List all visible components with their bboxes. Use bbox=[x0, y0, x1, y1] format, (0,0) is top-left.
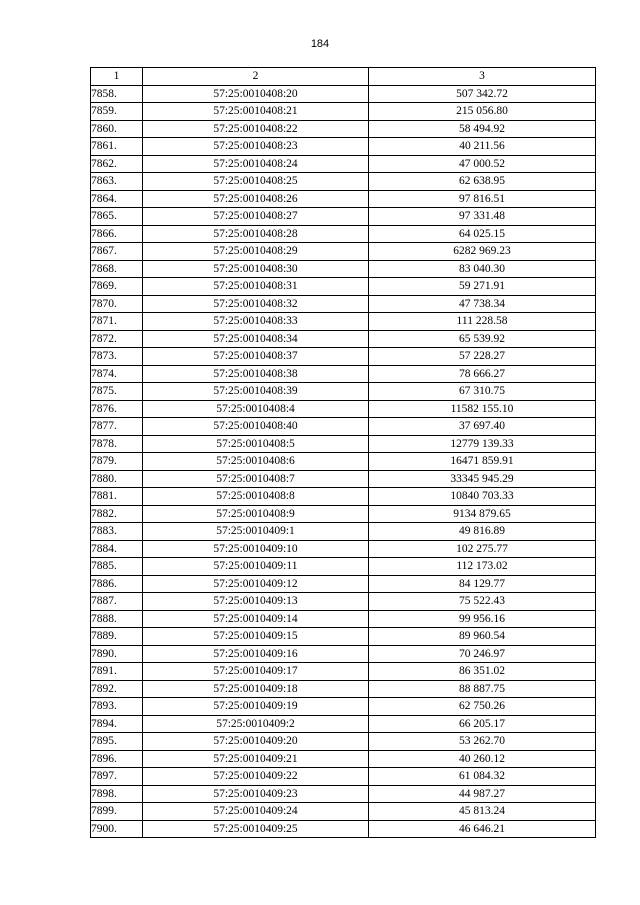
cadastral-number-cell: 57:25:0010408:29 bbox=[143, 243, 369, 261]
table-row bbox=[91, 628, 596, 646]
cadastral-number-cell: 57:25:0010408:21 bbox=[143, 103, 369, 121]
cadastral-value-cell: 40 211.56 bbox=[369, 138, 596, 156]
table-row bbox=[91, 803, 596, 821]
cadastral-number-cell: 57:25:0010409:13 bbox=[143, 593, 369, 611]
row-number-cell: 7893. bbox=[91, 698, 143, 716]
cadastral-value-cell: 9134 879.65 bbox=[369, 505, 596, 523]
cadastral-number-cell: 57:25:0010408:34 bbox=[143, 330, 369, 348]
row-number-cell: 7885. bbox=[91, 558, 143, 576]
cadastral-value-cell: 62 638.95 bbox=[369, 173, 596, 191]
cadastral-number-cell: 57:25:0010408:37 bbox=[143, 348, 369, 366]
table-row bbox=[91, 715, 596, 733]
cadastral-value-cell: 75 522.43 bbox=[369, 593, 596, 611]
cadastral-number-cell: 57:25:0010409:12 bbox=[143, 575, 369, 593]
cadastral-number-cell: 57:25:0010409:15 bbox=[143, 628, 369, 646]
cadastral-value-cell: 62 750.26 bbox=[369, 698, 596, 716]
table-row bbox=[91, 278, 596, 296]
row-number-cell: 7861. bbox=[91, 138, 143, 156]
table-row bbox=[91, 225, 596, 243]
table-row bbox=[91, 173, 596, 191]
table-row bbox=[91, 610, 596, 628]
table-row bbox=[91, 575, 596, 593]
row-number-cell: 7880. bbox=[91, 470, 143, 488]
row-number-cell: 7883. bbox=[91, 523, 143, 541]
cadastral-number-cell: 57:25:0010408:6 bbox=[143, 453, 369, 471]
cadastral-value-cell: 57 228.27 bbox=[369, 348, 596, 366]
table-body bbox=[91, 85, 596, 838]
row-number-cell: 7866. bbox=[91, 225, 143, 243]
cadastral-value-cell: 64 025.15 bbox=[369, 225, 596, 243]
table-row bbox=[91, 750, 596, 768]
table-row bbox=[91, 313, 596, 331]
row-number-cell: 7863. bbox=[91, 173, 143, 191]
row-number-cell: 7870. bbox=[91, 295, 143, 313]
cadastral-value-cell: 215 056.80 bbox=[369, 103, 596, 121]
table-row bbox=[91, 540, 596, 558]
row-number-cell: 7876. bbox=[91, 400, 143, 418]
cadastral-value-cell: 86 351.02 bbox=[369, 663, 596, 681]
row-number-cell: 7887. bbox=[91, 593, 143, 611]
row-number-cell: 7889. bbox=[91, 628, 143, 646]
cadastral-number-cell: 57:25:0010408:24 bbox=[143, 155, 369, 173]
cadastral-value-cell: 83 040.30 bbox=[369, 260, 596, 278]
table-row bbox=[91, 733, 596, 751]
row-number-cell: 7867. bbox=[91, 243, 143, 261]
table-row bbox=[91, 645, 596, 663]
row-number-cell: 7875. bbox=[91, 383, 143, 401]
cadastral-value-cell: 66 205.17 bbox=[369, 715, 596, 733]
row-number-cell: 7869. bbox=[91, 278, 143, 296]
row-number-cell: 7858. bbox=[91, 85, 143, 103]
table-row bbox=[91, 383, 596, 401]
cadastral-value-cell: 10840 703.33 bbox=[369, 488, 596, 506]
table-row bbox=[91, 505, 596, 523]
column-header-number: 1 bbox=[91, 68, 143, 86]
row-number-cell: 7882. bbox=[91, 505, 143, 523]
cadastral-number-cell: 57:25:0010408:27 bbox=[143, 208, 369, 226]
cadastral-value-cell: 49 816.89 bbox=[369, 523, 596, 541]
row-number-cell: 7892. bbox=[91, 680, 143, 698]
cadastral-value-cell: 37 697.40 bbox=[369, 418, 596, 436]
cadastral-value-cell: 89 960.54 bbox=[369, 628, 596, 646]
table-row bbox=[91, 593, 596, 611]
row-number-cell: 7879. bbox=[91, 453, 143, 471]
table-row bbox=[91, 155, 596, 173]
cadastral-number-cell: 57:25:0010408:40 bbox=[143, 418, 369, 436]
row-number-cell: 7873. bbox=[91, 348, 143, 366]
table-row bbox=[91, 470, 596, 488]
cadastral-number-cell: 57:25:0010408:23 bbox=[143, 138, 369, 156]
table-row bbox=[91, 400, 596, 418]
row-number-cell: 7886. bbox=[91, 575, 143, 593]
page-number: 184 bbox=[310, 38, 330, 50]
cadastral-number-cell: 57:25:0010409:14 bbox=[143, 610, 369, 628]
column-header-value: 3 bbox=[369, 68, 596, 86]
cadastral-value-cell: 46 646.21 bbox=[369, 820, 596, 838]
table-row bbox=[91, 663, 596, 681]
row-number-cell: 7890. bbox=[91, 645, 143, 663]
table-header-row bbox=[91, 68, 596, 86]
cadastral-number-cell: 57:25:0010409:23 bbox=[143, 785, 369, 803]
cadastral-value-cell: 507 342.72 bbox=[369, 85, 596, 103]
row-number-cell: 7874. bbox=[91, 365, 143, 383]
cadastral-value-cell: 44 987.27 bbox=[369, 785, 596, 803]
cadastral-number-cell: 57:25:0010409:16 bbox=[143, 645, 369, 663]
cadastral-value-cell: 97 816.51 bbox=[369, 190, 596, 208]
table-row bbox=[91, 453, 596, 471]
table-row bbox=[91, 85, 596, 103]
cadastral-value-cell: 112 173.02 bbox=[369, 558, 596, 576]
cadastral-value-cell: 111 228.58 bbox=[369, 313, 596, 331]
row-number-cell: 7864. bbox=[91, 190, 143, 208]
cadastral-value-cell: 102 275.77 bbox=[369, 540, 596, 558]
cadastral-number-cell: 57:25:0010408:8 bbox=[143, 488, 369, 506]
row-number-cell: 7862. bbox=[91, 155, 143, 173]
cadastral-value-cell: 59 271.91 bbox=[369, 278, 596, 296]
cadastral-number-cell: 57:25:0010409:1 bbox=[143, 523, 369, 541]
cadastral-value-cell: 16471 859.91 bbox=[369, 453, 596, 471]
table-row bbox=[91, 103, 596, 121]
row-number-cell: 7872. bbox=[91, 330, 143, 348]
row-number-cell: 7877. bbox=[91, 418, 143, 436]
table-row bbox=[91, 698, 596, 716]
cadastral-number-cell: 57:25:0010408:38 bbox=[143, 365, 369, 383]
row-number-cell: 7895. bbox=[91, 733, 143, 751]
table-row bbox=[91, 348, 596, 366]
cadastral-number-cell: 57:25:0010408:33 bbox=[143, 313, 369, 331]
row-number-cell: 7888. bbox=[91, 610, 143, 628]
table-row bbox=[91, 418, 596, 436]
table-row bbox=[91, 768, 596, 786]
cadastral-value-cell: 84 129.77 bbox=[369, 575, 596, 593]
cadastral-value-cell: 45 813.24 bbox=[369, 803, 596, 821]
cadastral-number-cell: 57:25:0010408:5 bbox=[143, 435, 369, 453]
cadastral-value-cell: 6282 969.23 bbox=[369, 243, 596, 261]
row-number-cell: 7871. bbox=[91, 313, 143, 331]
table-row bbox=[91, 558, 596, 576]
cadastral-number-cell: 57:25:0010409:18 bbox=[143, 680, 369, 698]
cadastral-number-cell: 57:25:0010408:4 bbox=[143, 400, 369, 418]
cadastral-number-cell: 57:25:0010408:25 bbox=[143, 173, 369, 191]
cadastral-value-cell: 70 246.97 bbox=[369, 645, 596, 663]
table-row bbox=[91, 138, 596, 156]
cadastral-number-cell: 57:25:0010409:10 bbox=[143, 540, 369, 558]
table-row bbox=[91, 208, 596, 226]
cadastral-number-cell: 57:25:0010408:30 bbox=[143, 260, 369, 278]
cadastral-number-cell: 57:25:0010408:9 bbox=[143, 505, 369, 523]
cadastral-number-cell: 57:25:0010409:20 bbox=[143, 733, 369, 751]
row-number-cell: 7898. bbox=[91, 785, 143, 803]
cadastral-value-cell: 47 738.34 bbox=[369, 295, 596, 313]
cadastral-number-cell: 57:25:0010408:26 bbox=[143, 190, 369, 208]
row-number-cell: 7894. bbox=[91, 715, 143, 733]
table-row bbox=[91, 330, 596, 348]
cadastral-number-cell: 57:25:0010408:22 bbox=[143, 120, 369, 138]
row-number-cell: 7860. bbox=[91, 120, 143, 138]
cadastral-number-cell: 57:25:0010409:17 bbox=[143, 663, 369, 681]
cadastral-value-cell: 88 887.75 bbox=[369, 680, 596, 698]
cadastral-value-cell: 67 310.75 bbox=[369, 383, 596, 401]
cadastral-number-cell: 57:25:0010408:7 bbox=[143, 470, 369, 488]
cadastral-value-cell: 97 331.48 bbox=[369, 208, 596, 226]
row-number-cell: 7859. bbox=[91, 103, 143, 121]
cadastral-number-cell: 57:25:0010409:21 bbox=[143, 750, 369, 768]
column-header-cadastral-number: 2 bbox=[143, 68, 369, 86]
cadastral-value-cell: 47 000.52 bbox=[369, 155, 596, 173]
cadastral-value-cell: 33345 945.29 bbox=[369, 470, 596, 488]
cadastral-value-cell: 61 084.32 bbox=[369, 768, 596, 786]
cadastral-value-cell: 11582 155.10 bbox=[369, 400, 596, 418]
cadastral-value-cell: 65 539.92 bbox=[369, 330, 596, 348]
row-number-cell: 7900. bbox=[91, 820, 143, 838]
row-number-cell: 7891. bbox=[91, 663, 143, 681]
cadastral-number-cell: 57:25:0010409:22 bbox=[143, 768, 369, 786]
cadastral-number-cell: 57:25:0010408:39 bbox=[143, 383, 369, 401]
row-number-cell: 7896. bbox=[91, 750, 143, 768]
table-row bbox=[91, 120, 596, 138]
cadastral-value-cell: 99 956.16 bbox=[369, 610, 596, 628]
cadastral-value-cell: 53 262.70 bbox=[369, 733, 596, 751]
table-row bbox=[91, 488, 596, 506]
row-number-cell: 7881. bbox=[91, 488, 143, 506]
row-number-cell: 7868. bbox=[91, 260, 143, 278]
table-row bbox=[91, 820, 596, 838]
cadastral-number-cell: 57:25:0010408:28 bbox=[143, 225, 369, 243]
cadastral-value-cell: 40 260.12 bbox=[369, 750, 596, 768]
table-row bbox=[91, 260, 596, 278]
table-row bbox=[91, 680, 596, 698]
table-row bbox=[91, 365, 596, 383]
cadastral-number-cell: 57:25:0010408:32 bbox=[143, 295, 369, 313]
table-row bbox=[91, 295, 596, 313]
cadastral-number-cell: 57:25:0010409:25 bbox=[143, 820, 369, 838]
cadastral-number-cell: 57:25:0010409:2 bbox=[143, 715, 369, 733]
table-row bbox=[91, 523, 596, 541]
table-row bbox=[91, 785, 596, 803]
cadastral-value-cell: 12779 139.33 bbox=[369, 435, 596, 453]
cadastral-number-cell: 57:25:0010408:31 bbox=[143, 278, 369, 296]
cadastral-number-cell: 57:25:0010409:19 bbox=[143, 698, 369, 716]
cadastral-value-cell: 78 666.27 bbox=[369, 365, 596, 383]
row-number-cell: 7878. bbox=[91, 435, 143, 453]
table-row bbox=[91, 190, 596, 208]
row-number-cell: 7899. bbox=[91, 803, 143, 821]
cadastral-value-cell: 58 494.92 bbox=[369, 120, 596, 138]
cadastral-number-cell: 57:25:0010409:11 bbox=[143, 558, 369, 576]
row-number-cell: 7865. bbox=[91, 208, 143, 226]
cadastral-number-cell: 57:25:0010409:24 bbox=[143, 803, 369, 821]
cadastral-number-cell: 57:25:0010408:20 bbox=[143, 85, 369, 103]
row-number-cell: 7884. bbox=[91, 540, 143, 558]
cadastral-value-table bbox=[90, 67, 596, 838]
table-row bbox=[91, 435, 596, 453]
table-row bbox=[91, 243, 596, 261]
row-number-cell: 7897. bbox=[91, 768, 143, 786]
